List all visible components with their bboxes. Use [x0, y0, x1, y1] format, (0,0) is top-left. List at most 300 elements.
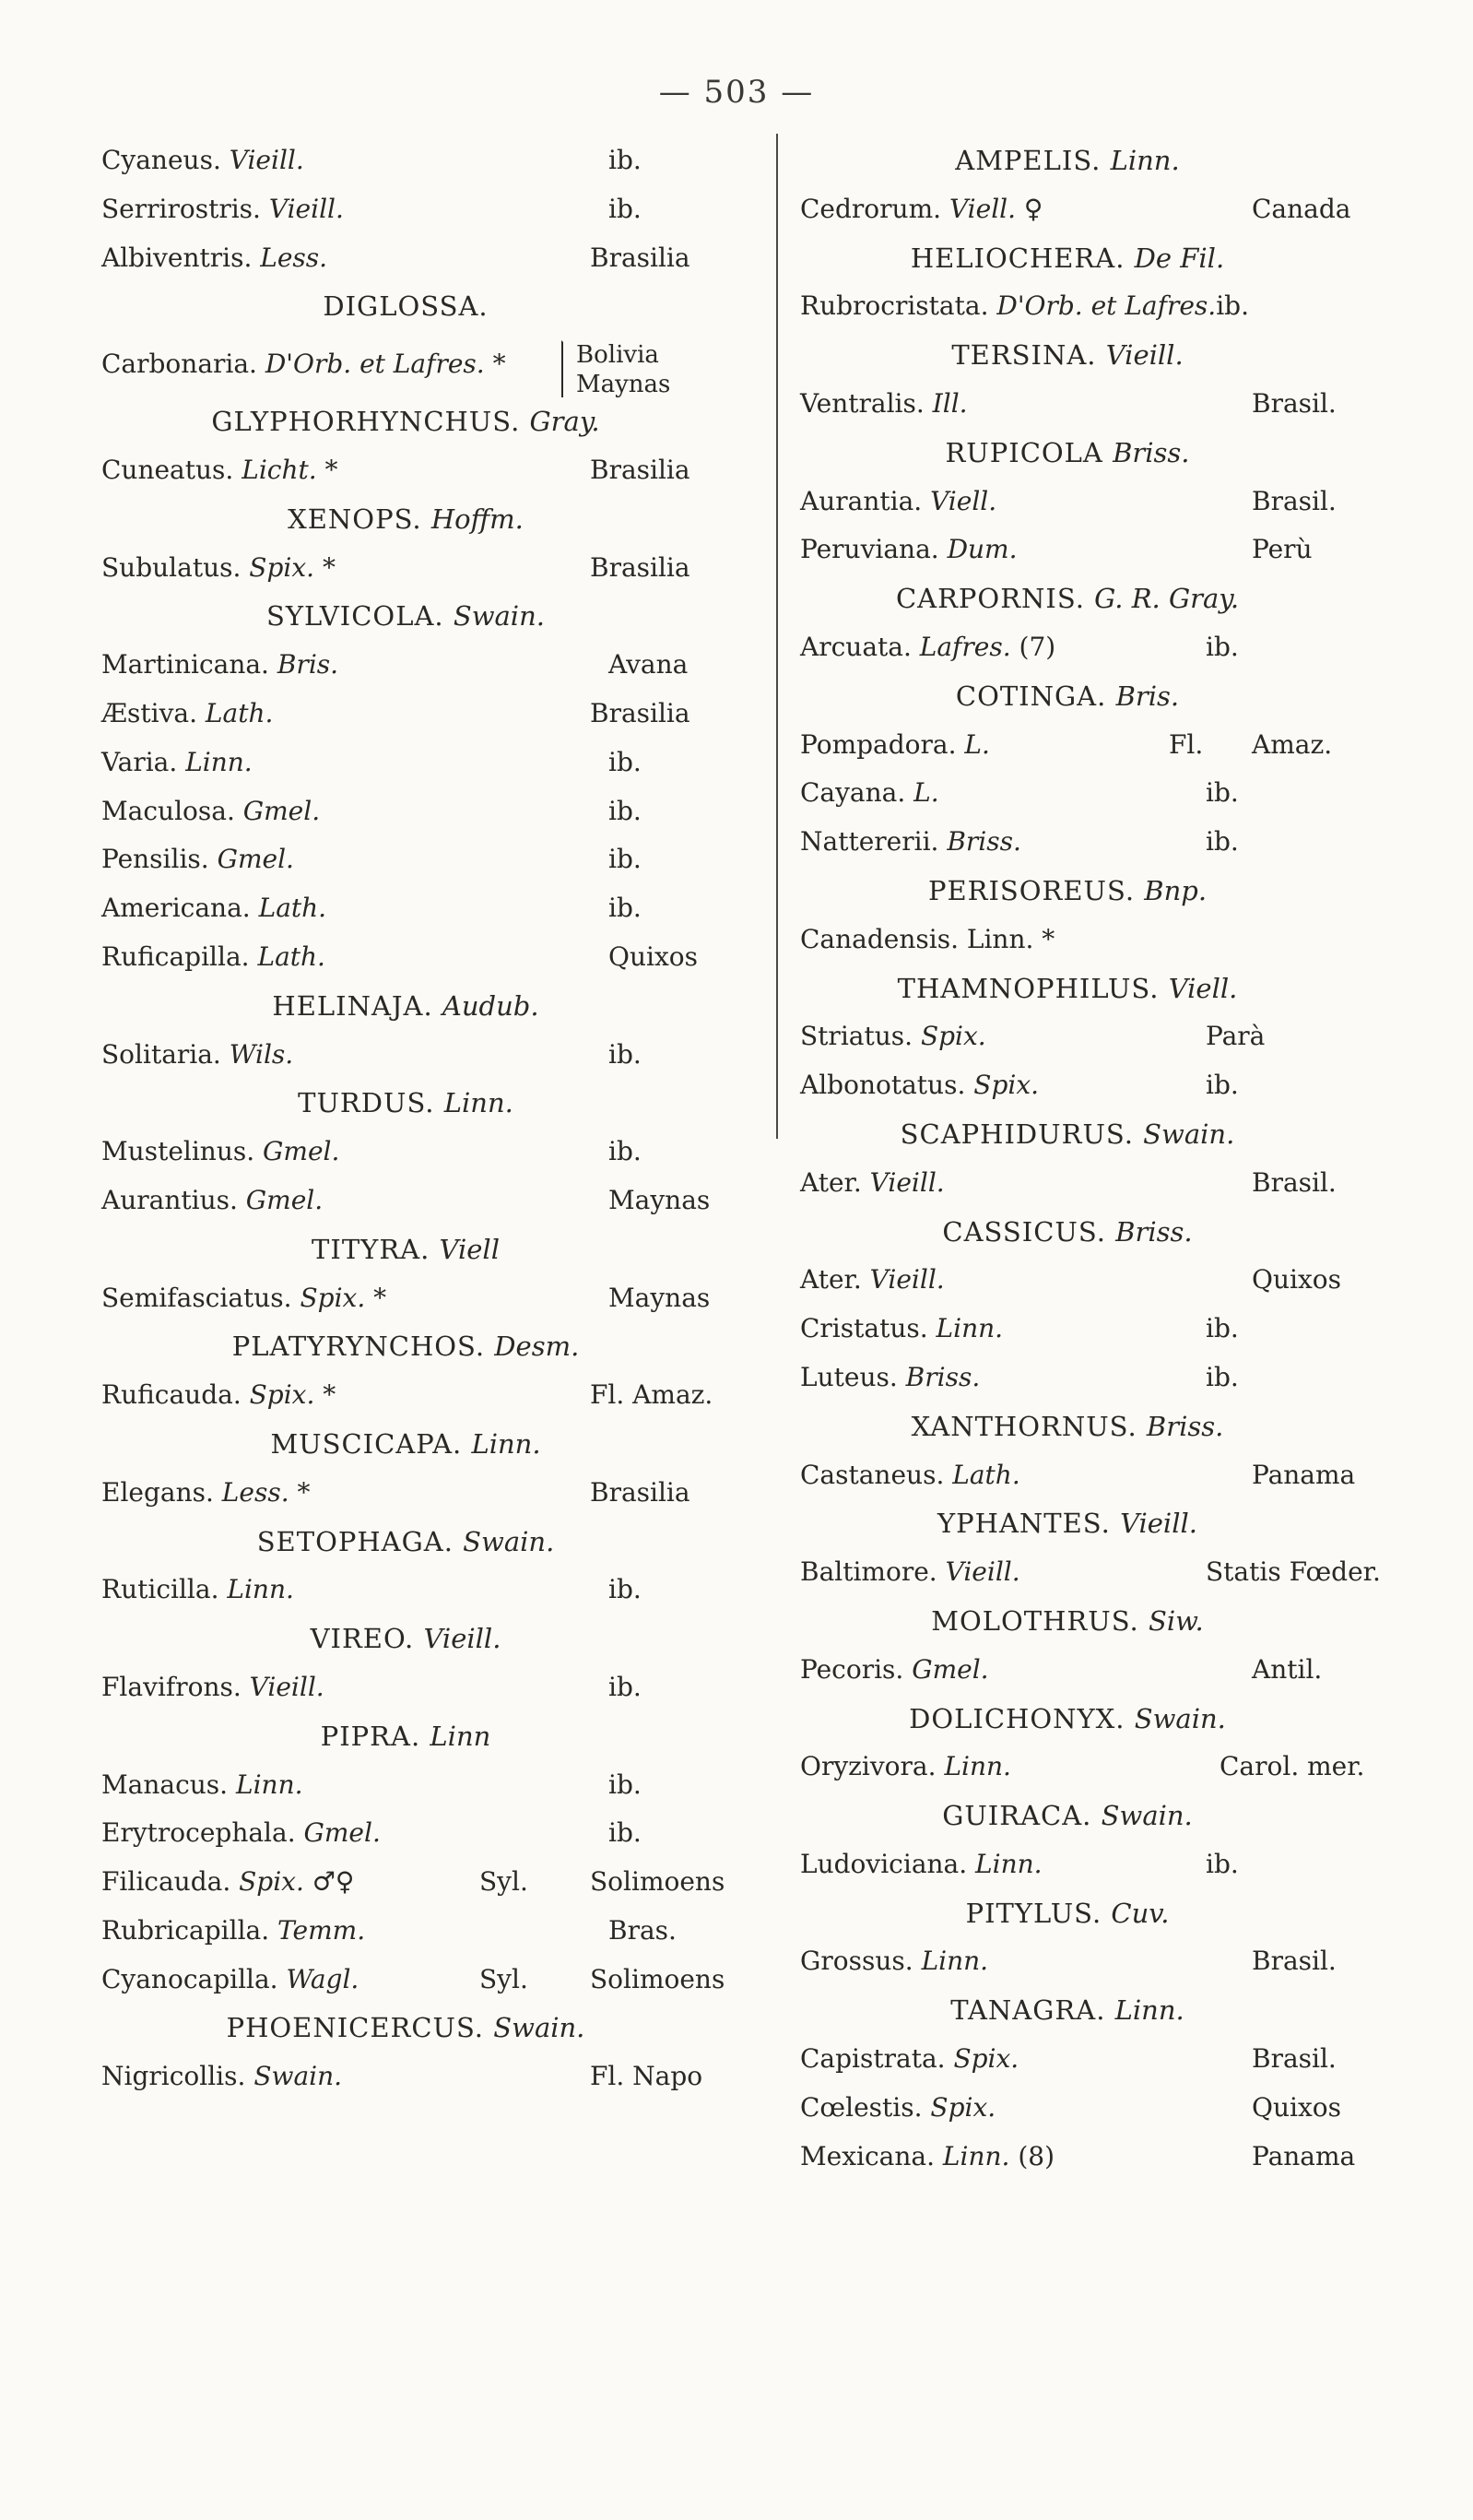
species-entry — [101, 136, 747, 185]
genus-name: GUIRACA. — [942, 1800, 1092, 1832]
species-epithet: Mustelinus. — [101, 1136, 255, 1167]
species-epithet: Oryzivora. — [800, 1751, 937, 1782]
species-authority: Vieill. — [229, 145, 304, 175]
genus-heading — [65, 1079, 747, 1128]
genus-authority: Cuv. — [1111, 1897, 1170, 1929]
species-name — [800, 2035, 1019, 2084]
locality: Brasilia — [590, 697, 690, 728]
species-mark: * — [492, 349, 506, 380]
genus-heading — [782, 1986, 1353, 2035]
species-epithet: Pompadora. — [800, 728, 957, 760]
genus-name: AMPELIS. — [955, 145, 1102, 176]
species-authority: L. — [913, 777, 939, 809]
genus-authority: Linn — [430, 1720, 491, 1752]
genus-authority: Gray. — [529, 406, 600, 438]
species-authority: Linn. — [235, 1769, 303, 1800]
locality-group — [576, 340, 670, 399]
genus-authority: Briss. — [1146, 1410, 1224, 1442]
species-entry — [101, 933, 747, 982]
species-epithet: Ater. — [800, 1264, 862, 1295]
locality: Brasil. — [1252, 1166, 1337, 1198]
species-entry — [101, 446, 747, 495]
species-entry — [800, 2035, 1353, 2084]
species-entry — [800, 2133, 1356, 2182]
species-authority: Gmel. — [303, 1817, 381, 1849]
species-epithet: Ruticilla. — [101, 1574, 219, 1605]
species-entry — [800, 1305, 1353, 1354]
locality: ib. — [608, 795, 642, 826]
genus-name: YPHANTES. — [937, 1508, 1111, 1540]
species-epithet: Pecoris. — [800, 1653, 904, 1685]
species-name — [101, 1128, 339, 1177]
species-epithet: Cristatus. — [800, 1313, 928, 1344]
species-name — [101, 544, 336, 593]
species-entry — [101, 1858, 747, 1907]
species-authority: Less. — [221, 1476, 289, 1508]
locality: Bras. — [608, 1914, 677, 1946]
species-epithet: Arcuata. — [800, 631, 912, 662]
locality: Panama — [1252, 1459, 1356, 1490]
genus-authority: Audub. — [442, 989, 539, 1022]
genus-authority: Desm. — [494, 1331, 580, 1363]
genus-name: XENOPS. — [288, 503, 422, 535]
species-authority: Linn. — [921, 1946, 989, 1977]
genus-heading — [65, 495, 747, 544]
genus-name: RUPICOLA — [945, 436, 1103, 468]
genus-authority: Vieill. — [1120, 1508, 1197, 1540]
genus-heading — [782, 672, 1353, 721]
species-entry — [101, 1663, 747, 1712]
species-name — [101, 136, 304, 185]
genus-authority: Vieill. — [423, 1623, 501, 1655]
species-epithet: Castaneus. — [800, 1459, 945, 1490]
species-name — [800, 1012, 986, 1061]
species-name — [101, 1956, 359, 2005]
genus-heading — [65, 397, 747, 446]
species-mark: (8) — [1018, 2140, 1055, 2171]
species-authority: Licht. — [242, 454, 317, 485]
species-mark: (7) — [1019, 631, 1056, 662]
left-column — [101, 136, 747, 2101]
genus-name: PITYLUS. — [965, 1897, 1102, 1929]
species-authority: Dum. — [947, 534, 1018, 565]
species-name — [800, 2133, 1055, 2182]
locality: Statis Fœder. — [1206, 1556, 1381, 1588]
species-name — [800, 818, 1021, 867]
genus-authority: De Fil. — [1134, 242, 1225, 274]
species-authority: Linn. — [944, 1751, 1011, 1782]
species-entry — [800, 185, 1353, 234]
species-authority: Spix. — [920, 1021, 986, 1052]
genus-heading — [65, 1518, 747, 1567]
species-epithet: Æstiva. — [101, 697, 198, 728]
species-name — [800, 1646, 989, 1695]
species-entry — [800, 478, 1353, 526]
locality: ib. — [608, 893, 642, 924]
species-name — [800, 623, 1055, 672]
species-entry — [800, 1256, 1353, 1305]
genus-name: GLYPHORHYNCHUS. — [211, 406, 521, 438]
species-epithet: Cyanocapilla. — [101, 1963, 278, 1994]
locality: Brasilia — [590, 551, 690, 583]
species-authority: D'Orb. et Lafres. — [996, 290, 1217, 322]
species-epithet: Peruviana. — [800, 534, 939, 565]
species-name — [800, 380, 968, 429]
species-authority: Gmel. — [245, 1184, 324, 1215]
species-name — [101, 446, 338, 495]
species-name — [800, 1451, 1020, 1500]
species-name — [800, 721, 990, 770]
species-authority: Spix. — [249, 1379, 315, 1411]
genus-name: HELINAJA. — [272, 989, 433, 1022]
species-name — [800, 2084, 996, 2133]
species-epithet: Ludoviciana. — [800, 1848, 968, 1879]
species-entry — [101, 1907, 747, 1956]
genus-heading — [782, 1499, 1353, 1548]
genus-heading — [782, 964, 1353, 1013]
species-authority: Viell. — [930, 485, 997, 516]
species-epithet: Cuneatus. — [101, 454, 234, 485]
locality: Canada — [1252, 193, 1351, 224]
locality: ib. — [608, 1136, 642, 1167]
genus-name: TERSINA. — [951, 339, 1097, 372]
species-authority: Vieill. — [869, 1264, 945, 1295]
species-authority: Linn. — [227, 1574, 294, 1605]
species-epithet: Albonotatus. — [800, 1070, 966, 1101]
genus-name: CASSICUS. — [942, 1215, 1106, 1248]
species-name — [101, 884, 326, 933]
locality: Brasil. — [1252, 485, 1337, 516]
species-entry — [101, 1761, 747, 1810]
species-entry — [800, 1012, 1353, 1061]
species-entry — [101, 234, 747, 283]
genus-heading — [782, 1110, 1353, 1159]
species-name — [101, 1469, 311, 1518]
species-authority: Swain. — [253, 2061, 343, 2092]
species-mark: * — [322, 551, 336, 583]
genus-heading — [782, 1402, 1353, 1451]
species-epithet: Baltimore. — [800, 1556, 937, 1588]
locality: Panama — [1252, 2140, 1356, 2171]
species-name — [101, 1858, 354, 1907]
species-authority: Lath. — [258, 893, 327, 924]
genus-heading — [782, 574, 1353, 623]
genus-name: VIREO. — [310, 1623, 415, 1655]
species-epithet: Cyaneus. — [101, 145, 221, 175]
genus-name: THAMNOPHILUS. — [897, 972, 1160, 1004]
locality: Antil. — [1252, 1653, 1323, 1685]
species-mark: * — [1042, 923, 1055, 954]
species-entry — [101, 739, 747, 787]
species-authority: Spix. — [239, 1866, 304, 1898]
species-name — [800, 1256, 945, 1305]
locality: ib. — [608, 844, 642, 875]
species-name — [101, 835, 294, 884]
locality: Brasil. — [1252, 2043, 1337, 2075]
species-name — [800, 1061, 1039, 1110]
locality: Brasilia — [590, 1476, 690, 1508]
species-epithet: Capistrata. — [800, 2043, 946, 2075]
genus-authority: Vieill. — [1105, 339, 1184, 372]
species-name — [101, 1761, 303, 1810]
genus-heading — [782, 1889, 1353, 1938]
species-entry — [800, 1840, 1353, 1889]
species-epithet: Subulatus. — [101, 551, 242, 583]
genus-heading — [782, 1597, 1353, 1646]
species-name — [800, 1548, 1020, 1597]
locality: ib. — [608, 1038, 642, 1070]
locality: ib. — [608, 145, 642, 175]
species-epithet: Cayana. — [800, 777, 906, 809]
species-authority: Spix. — [973, 1070, 1040, 1101]
species-epithet: Luteus. — [800, 1361, 898, 1392]
genus-heading — [782, 429, 1353, 478]
species-name — [800, 1354, 980, 1402]
species-authority: Gmel. — [263, 1136, 340, 1167]
genus-authority: Linn. — [471, 1427, 541, 1460]
species-authority: L. — [964, 728, 990, 760]
species-authority: Vieill. — [869, 1166, 945, 1198]
species-authority: Spix. — [249, 551, 315, 583]
species-entry — [101, 1177, 747, 1225]
species-epithet: Striatus. — [800, 1021, 913, 1052]
species-name — [101, 1663, 324, 1712]
genus-authority: Siw. — [1148, 1604, 1204, 1637]
species-epithet: Elegans. — [101, 1476, 214, 1508]
genus-name: PHOENICERCUS. — [226, 2012, 485, 2044]
species-name — [800, 1840, 1043, 1889]
species-entry — [101, 185, 747, 234]
locality: ib. — [1206, 826, 1239, 858]
genus-authority: Swain. — [1134, 1702, 1226, 1734]
locality: ib. — [608, 1817, 642, 1849]
locality: ib. — [608, 1671, 642, 1702]
species-epithet: Ventralis. — [800, 387, 925, 419]
species-name — [101, 787, 320, 836]
locality: ib. — [608, 746, 642, 777]
species-authority: Bris. — [277, 649, 339, 680]
species-entry — [800, 818, 1353, 867]
species-name — [101, 1274, 386, 1323]
genus-name: DOLICHONYX. — [909, 1702, 1125, 1734]
species-epithet: Aurantius. — [101, 1184, 238, 1215]
locality: Maynas — [608, 1282, 711, 1313]
species-authority: Linn. — [185, 746, 253, 777]
genus-heading — [65, 1615, 747, 1663]
genus-heading — [782, 867, 1353, 916]
species-entry — [800, 1743, 1365, 1792]
species-epithet: Albiventris. — [101, 242, 253, 273]
species-entry — [101, 641, 747, 690]
genus-heading — [65, 982, 747, 1031]
genus-name: PIPRA. — [320, 1720, 421, 1752]
species-name — [800, 282, 1249, 331]
species-epithet: Serrirostris. — [101, 193, 261, 224]
genus-authority: Briss. — [1113, 436, 1190, 468]
locality: Maynas — [576, 371, 671, 399]
species-name — [800, 916, 1055, 964]
genus-heading — [65, 592, 747, 641]
genus-authority: Linn. — [1110, 145, 1180, 176]
genus-name: PLATYRYNCHOS. — [231, 1331, 486, 1363]
species-name — [101, 2053, 342, 2101]
species-authority: Briss. — [905, 1361, 981, 1392]
species-name — [800, 1159, 945, 1208]
locality: ib. — [1206, 1361, 1239, 1392]
genus-heading — [782, 1792, 1353, 1840]
species-epithet: Nigricollis. — [101, 2061, 246, 2092]
genus-name: HELIOCHERA. — [910, 242, 1125, 274]
genus-name: CARPORNIS. — [895, 583, 1085, 615]
genus-name: TURDUS. — [298, 1087, 435, 1119]
species-epithet: Mexicana. — [800, 2140, 935, 2171]
species-entry — [101, 884, 747, 933]
species-epithet: Carbonaria. — [101, 349, 257, 380]
species-epithet: Pensilis. — [101, 844, 209, 875]
species-epithet: Flavifrons. — [101, 1671, 242, 1702]
species-name — [101, 933, 325, 982]
species-epithet: Erytrocephala. — [101, 1817, 296, 1849]
locality: Solimoens — [590, 1866, 725, 1898]
species-authority: Lath. — [257, 941, 325, 972]
species-authority: Less. — [260, 242, 328, 273]
species-authority: Vieill. — [249, 1671, 324, 1702]
species-epithet: Semifasciatus. — [101, 1282, 292, 1313]
species-entry — [101, 2053, 747, 2101]
species-authority: Briss. — [947, 826, 1021, 858]
genus-authority: Bnp. — [1144, 874, 1208, 906]
genus-authority: Bris. — [1115, 680, 1180, 712]
species-authority: Lath. — [205, 697, 274, 728]
species-epithet: Maculosa. — [101, 795, 235, 826]
locality: Quixos — [608, 941, 698, 972]
species-epithet: Ruficauda. — [101, 1379, 242, 1411]
locality: ib. — [1206, 1070, 1239, 1101]
genus-name: PERISOREUS. — [927, 874, 1136, 906]
species-entry — [101, 331, 747, 397]
genus-heading — [65, 1322, 747, 1371]
genus-authority: G. R. Gray. — [1094, 583, 1240, 615]
genus-authority: Linn. — [443, 1087, 513, 1119]
species-mark: * — [323, 1379, 336, 1411]
genus-heading — [65, 1225, 747, 1274]
species-authority: Spix. — [300, 1282, 366, 1313]
species-entry — [101, 690, 747, 739]
genus-authority: Linn. — [1114, 1994, 1184, 2027]
species-authority: Gmel. — [217, 844, 294, 875]
species-name — [101, 1809, 381, 1858]
genus-name: XANTHORNUS. — [911, 1410, 1137, 1442]
locality: ib. — [608, 1769, 642, 1800]
species-entry — [800, 1061, 1353, 1110]
locality: ib. — [608, 1574, 642, 1605]
species-mark: * — [324, 454, 338, 485]
species-mark: ♀ — [1023, 193, 1043, 224]
species-authority: Viell. — [949, 193, 1017, 224]
species-name — [800, 478, 996, 526]
species-authority: Vieill. — [268, 193, 344, 224]
species-entry — [101, 1371, 747, 1420]
species-authority: Spix. — [930, 2091, 996, 2123]
species-name — [800, 769, 939, 818]
species-authority: Gmel. — [912, 1653, 989, 1685]
species-authority: Temm. — [277, 1914, 366, 1946]
species-entry — [101, 835, 747, 884]
species-name — [101, 1371, 336, 1420]
species-name — [101, 1566, 294, 1615]
genus-heading — [65, 1420, 747, 1469]
species-entry — [101, 1809, 747, 1858]
species-authority: Wagl. — [286, 1963, 359, 1994]
genus-authority: Swain. — [463, 1525, 555, 1557]
species-epithet: Ater. — [800, 1166, 862, 1198]
genus-name: SYLVICOLA. — [266, 600, 444, 633]
genus-heading — [782, 1208, 1353, 1257]
species-entry — [800, 1451, 1356, 1500]
habitat-note: Syl. — [479, 1866, 528, 1898]
species-epithet: Rubrocristata. — [800, 290, 989, 322]
species-name — [800, 185, 1043, 234]
species-epithet: Nattererii. — [800, 826, 939, 858]
genus-name: TANAGRA. — [950, 1994, 1106, 2027]
genus-heading — [65, 282, 747, 331]
species-epithet: Martinicana. — [101, 649, 269, 680]
genus-heading — [65, 1712, 747, 1761]
genus-heading — [782, 136, 1353, 185]
species-authority: D'Orb. et Lafres. — [265, 349, 485, 380]
species-authority: Linn. — [942, 2140, 1010, 2171]
locality: Brasil. — [1252, 387, 1337, 419]
genus-name: TITYRA. — [312, 1233, 430, 1265]
habitat-note: Syl. — [479, 1963, 528, 1994]
species-epithet: Americana. — [101, 893, 251, 924]
species-authority: Linn. — [975, 1848, 1043, 1879]
species-name — [101, 185, 344, 234]
species-authority: Wils. — [229, 1038, 294, 1070]
species-entry — [800, 1159, 1353, 1208]
locality: Maynas — [608, 1184, 711, 1215]
locality: Quixos — [1252, 2091, 1341, 2123]
species-authority: Lafres. — [919, 631, 1011, 662]
species-epithet: Ruficapilla. — [101, 941, 250, 972]
locality: Avana — [608, 649, 689, 680]
locality: Bolivia — [576, 341, 659, 370]
genus-heading — [65, 2004, 747, 2053]
genus-authority: Swain. — [1101, 1800, 1193, 1832]
species-entry — [800, 380, 1353, 429]
species-entry — [800, 721, 1353, 770]
species-entry — [800, 916, 1353, 964]
species-name — [101, 690, 273, 739]
species-entry — [800, 282, 1353, 331]
genus-authority: Briss. — [1115, 1215, 1193, 1248]
locality: ib. — [1206, 1848, 1239, 1879]
column-divider — [776, 134, 778, 1139]
species-entry — [101, 1274, 747, 1323]
locality: Carol. mer. — [1220, 1751, 1365, 1782]
species-name — [800, 1743, 1011, 1792]
genus-name: DIGLOSSA. — [323, 290, 489, 323]
species-entry — [800, 1646, 1353, 1695]
species-entry — [800, 1548, 1381, 1597]
locality: Brasilia — [590, 454, 690, 485]
species-entry — [800, 623, 1353, 672]
locality: Perù — [1252, 534, 1313, 565]
species-epithet: Solitaria. — [101, 1038, 221, 1070]
genus-authority: Swain. — [493, 2012, 585, 2044]
page-number: — 503 — — [658, 74, 815, 111]
species-epithet: Canadensis. Linn. — [800, 923, 1034, 954]
